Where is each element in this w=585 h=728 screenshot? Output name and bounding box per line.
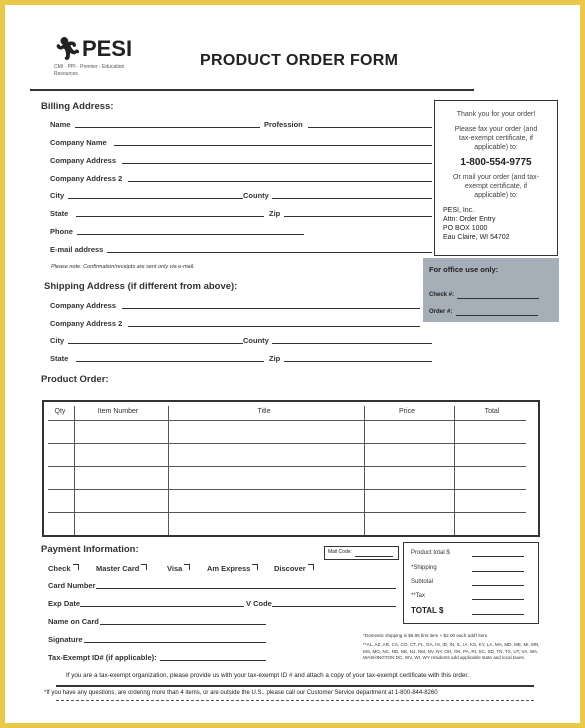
- subtotal-label: Subtotal: [411, 579, 434, 585]
- table-row[interactable]: [48, 512, 526, 513]
- company-address-label: Company Address: [50, 156, 116, 165]
- col-title: Title: [257, 408, 271, 415]
- ship-city-label: City: [50, 336, 65, 345]
- check-number-field[interactable]: [457, 298, 539, 299]
- ship-county-field[interactable]: [272, 343, 432, 344]
- ship-zip-label: Zip: [269, 354, 281, 363]
- office-use-title: For office use only:: [429, 265, 499, 274]
- order-number-label: Order #:: [429, 309, 453, 315]
- city-label: City: [50, 191, 65, 200]
- mail-instructions: Or mail your order (and tax-exempt certificate, if applicable) to:: [453, 174, 539, 199]
- tax-exempt-label: Tax-Exempt ID# (if applicable):: [48, 653, 157, 662]
- discover-label: Discover: [274, 564, 306, 573]
- customer-service-footer: *If you have any questions, are ordering more than 4 items, or are outside the U.S., please call our Customer Service department at 1-800-844-8260: [44, 690, 438, 696]
- zip-label: Zip: [269, 209, 281, 218]
- order-number-field[interactable]: [456, 315, 538, 316]
- state-field[interactable]: [76, 216, 264, 217]
- thank-you-box: [434, 100, 558, 256]
- visa-checkbox[interactable]: [184, 564, 190, 570]
- logo-text: PESI: [81, 36, 133, 61]
- state-label: State: [50, 209, 69, 218]
- email-note: Please note: Confirmation/receipts are sent only via e-mail.: [51, 264, 195, 270]
- card-number-label: Card Number: [48, 581, 96, 590]
- shipping-fine-print: *Domestic shipping is $6.95 first item + $2.00 each add'l item.: [363, 633, 489, 638]
- ship-city-field[interactable]: [68, 343, 243, 344]
- shipping-total-field[interactable]: [472, 571, 524, 572]
- check-option[interactable]: [48, 564, 79, 573]
- company-address-2-field[interactable]: [128, 181, 432, 182]
- city-field[interactable]: [68, 198, 243, 199]
- col-divider: [74, 406, 75, 535]
- address-line-4: Eau Claire, WI 54702: [443, 234, 510, 241]
- ship-county-label: County: [243, 336, 269, 345]
- profession-field[interactable]: [308, 127, 432, 128]
- ship-company-address-2-field[interactable]: [128, 326, 420, 327]
- exp-date-field[interactable]: [80, 606, 244, 607]
- visa-label: Visa: [167, 564, 183, 573]
- company-address-field[interactable]: [122, 163, 432, 164]
- name-on-card-label: Name on Card: [48, 617, 99, 626]
- phone-field[interactable]: [77, 234, 304, 235]
- address-line-1: PESI, Inc.: [443, 207, 475, 214]
- v-code-field[interactable]: [272, 606, 396, 607]
- fax-instructions: Please fax your order (and tax-exempt certificate, if applicable) to:: [454, 126, 538, 151]
- billing-heading: Billing Address:: [41, 101, 114, 112]
- fax-number: 1-800-554-9775: [460, 157, 532, 168]
- tax-exempt-field[interactable]: [160, 660, 266, 661]
- figure-icon: 🏃︎: [54, 36, 82, 61]
- thank-you-text: Thank you for your order!: [456, 111, 536, 118]
- check-number-label: Check #:: [429, 292, 455, 298]
- table-row[interactable]: [48, 443, 526, 444]
- mailing-address: [435, 206, 557, 242]
- name-label: Name: [50, 120, 71, 129]
- col-qty: Qty: [54, 408, 66, 415]
- pesi-logo: [54, 36, 134, 78]
- tax-fine-print: **AL, AZ, AR, CA, CO, CT, FL, GA, HI, ID, IN, IL, IA, KS, KY, LA, MA, MD, ME, MI, MN, MS, MO, NC, ND, NE, NJ, NM, NV, NY, OH, OK, PA, RI, SC, SD, TN, TX, UT, VA, WA, WASHINGTON DC, WV, WI, WY residents add applicable state and local taxes.: [363, 642, 540, 660]
- col-price: Price: [399, 408, 415, 415]
- payment-heading: Payment Information:: [41, 544, 139, 555]
- mastercard-option[interactable]: [96, 564, 147, 573]
- card-number-field[interactable]: [96, 588, 396, 589]
- mail-code-label: Mail Code:: [328, 549, 352, 555]
- email-label: E-mail address: [50, 245, 104, 254]
- signature-field[interactable]: [84, 642, 266, 643]
- address-line-3: PO BOX 1000: [443, 225, 488, 232]
- tax-label: **Tax: [411, 593, 426, 599]
- footer-divider: [56, 700, 534, 701]
- col-divider: [364, 406, 365, 535]
- product-order-heading: Product Order:: [41, 374, 109, 385]
- ship-company-address-2-label: Company Address 2: [50, 319, 123, 328]
- header-divider: [30, 89, 474, 91]
- subtotal-field[interactable]: [472, 585, 524, 586]
- company-name-field[interactable]: [114, 145, 432, 146]
- discover-option[interactable]: [274, 564, 314, 573]
- shipping-total-label: *Shipping: [411, 565, 437, 571]
- mastercard-checkbox[interactable]: [141, 564, 147, 570]
- name-field[interactable]: [75, 127, 260, 128]
- shipping-heading: Shipping Address (if different from above):: [44, 281, 238, 292]
- mail-code-box[interactable]: [324, 546, 399, 560]
- ship-company-address-field[interactable]: [122, 308, 420, 309]
- v-code-label: V Code: [246, 599, 272, 608]
- zip-field[interactable]: [284, 216, 432, 217]
- product-total-label: Product total $: [411, 550, 450, 556]
- mail-code-field[interactable]: [355, 556, 393, 557]
- totals-box: [403, 542, 539, 624]
- check-checkbox[interactable]: [73, 564, 79, 570]
- product-total-field[interactable]: [472, 556, 524, 557]
- form-title: PRODUCT ORDER FORM: [200, 52, 399, 69]
- signature-label: Signature: [48, 635, 83, 644]
- tax-exempt-footer: If you are a tax-exempt organization, please provide us with your tax-exempt ID # and attach a copy of your tax-exempt certificate with this order.: [66, 672, 469, 679]
- col-divider: [168, 406, 169, 535]
- table-row[interactable]: [48, 466, 526, 467]
- email-field[interactable]: [107, 252, 432, 253]
- profession-label: Profession: [264, 120, 303, 129]
- product-order-table: [42, 400, 540, 537]
- table-row[interactable]: [48, 420, 526, 421]
- col-total: Total: [484, 408, 500, 415]
- county-label: County: [243, 191, 269, 200]
- footer-divider: [56, 685, 534, 687]
- col-item-number: Item Number: [97, 408, 139, 415]
- company-address-2-label: Company Address 2: [50, 174, 123, 183]
- grand-total-label: TOTAL $: [411, 606, 444, 615]
- visa-option[interactable]: [167, 564, 190, 573]
- check-label: Check: [48, 564, 71, 573]
- county-field[interactable]: [272, 198, 432, 199]
- office-use-box: [423, 258, 559, 322]
- amex-checkbox[interactable]: [252, 564, 258, 570]
- phone-label: Phone: [50, 227, 73, 236]
- ship-zip-field[interactable]: [284, 361, 432, 362]
- name-on-card-field[interactable]: [100, 624, 266, 625]
- amex-label: Am Express: [207, 564, 251, 573]
- company-name-label: Company Name: [50, 138, 107, 147]
- discover-checkbox[interactable]: [308, 564, 314, 570]
- amex-option[interactable]: [207, 564, 258, 573]
- ship-state-field[interactable]: [76, 361, 264, 362]
- logo-partners: CMI · PPI · Premier · Education Resources: [54, 64, 125, 77]
- ship-state-label: State: [50, 354, 69, 363]
- table-row[interactable]: [48, 489, 526, 490]
- col-divider: [454, 406, 455, 535]
- mastercard-label: Master Card: [96, 564, 140, 573]
- address-line-2: Attn: Order Entry: [443, 216, 496, 223]
- tax-field[interactable]: [472, 599, 524, 600]
- exp-date-label: Exp Date: [48, 599, 81, 608]
- grand-total-field[interactable]: [472, 614, 524, 615]
- ship-company-address-label: Company Address: [50, 301, 116, 310]
